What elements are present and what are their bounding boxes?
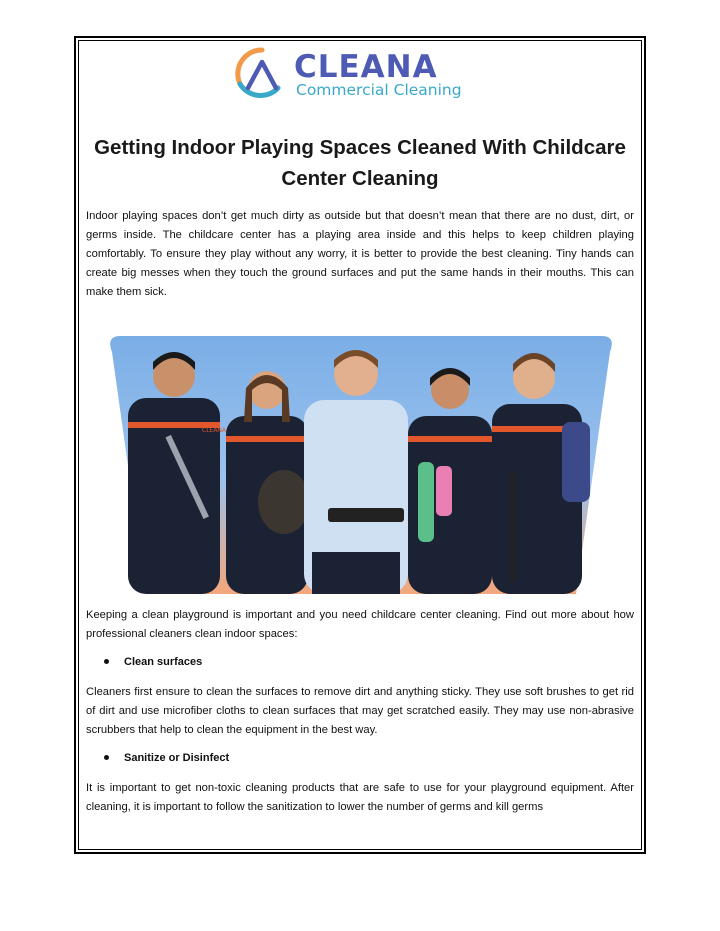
intro-paragraph: Indoor playing spaces don’t get much dirty as outside but that doesn’t mean that there are no dust, dirt, or germs inside. The childcare center has a playing area inside and this helps to keep children playing comfortably. To ensure they play without any worry, it is better to provide the best cleaning. Tiny hands can create big messes when they touch the ground surfaces and put the same hands in their mouths. This can make them sick.	[86, 210, 634, 299]
cleaning-team-photo	[106, 332, 616, 594]
page-title	[86, 132, 634, 194]
bullet-label: Clean surfaces	[124, 656, 203, 668]
logo-tagline-text: Commercial Cleaning	[296, 81, 462, 99]
uniform-logo-text: CLEANA	[202, 427, 227, 434]
cleana-logo	[232, 44, 484, 102]
bullet-label: Sanitize or Disinfect	[124, 752, 230, 764]
title-line-2: Center Cleaning	[281, 167, 439, 190]
title-line-1: Getting Indoor Playing Spaces Cleaned With Childcare	[94, 136, 626, 159]
bullet-sanitize	[104, 752, 229, 764]
logo-mark-icon	[238, 50, 278, 96]
logo-brand-text: CLEANA	[294, 49, 438, 85]
clean-surfaces-paragraph: Cleaners first ensure to clean the surfaces to remove dirt and anything sticky. They use soft brushes to get rid of dirt and use microfiber cloths to clean surfaces that may get scratched easily. They may use non-abrasive scrubbers that help to clean the equipment in the best way.	[86, 686, 634, 737]
bullet-dot-icon	[104, 659, 109, 664]
sanitize-paragraph: It is important to get non-toxic cleaning products that are safe to use for your playground equipment. After cleaning, it is important to follow the sanitization to lower the number of germs and kill germs	[86, 782, 634, 814]
bullet-dot-icon	[104, 755, 109, 760]
after-image-paragraph: Keeping a clean playground is important and you need childcare center cleaning. Find out more about how professional cleaners clean indoor spaces:	[86, 609, 634, 641]
bullet-clean-surfaces	[104, 656, 202, 668]
